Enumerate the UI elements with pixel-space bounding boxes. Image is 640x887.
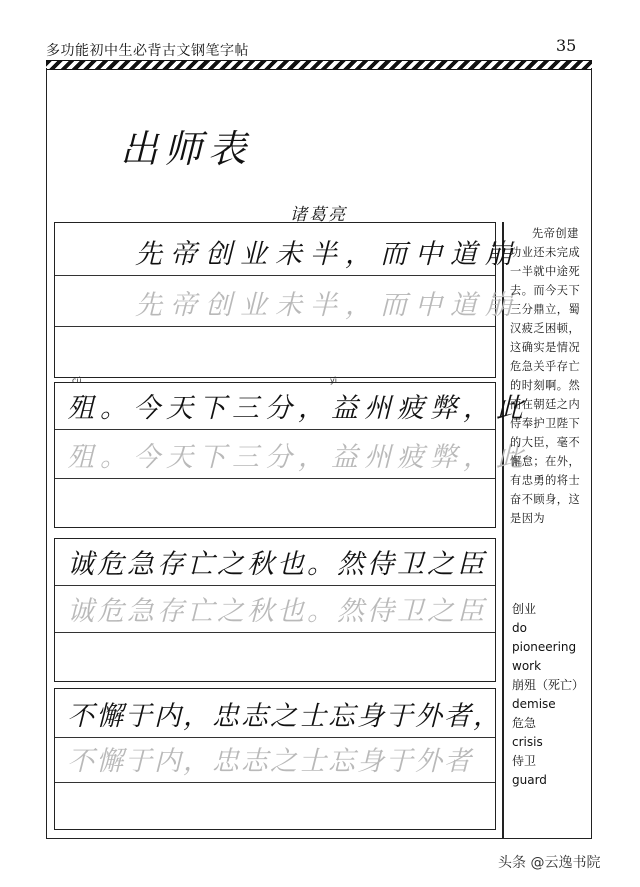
practice-row-trace: [55, 586, 495, 633]
vocab-term: 创业: [512, 602, 537, 616]
row-text-main: 先帝创业未半，而中道崩: [135, 239, 520, 270]
vocab-term: 崩殂（死亡）: [512, 678, 585, 692]
translation-text: 先帝创建功业还未完成一半就中途死去。而今天下三分鼎立，蜀汉疲乏困顿，这确实是情况危急关乎存亡的时刻啊。然而在朝廷之内侍奉护卫陛下的大臣，毫不懈怠；在外，有忠勇的将士奋不顾身，这是因为: [510, 227, 581, 525]
row-text-trace: 不懈于内，忠志之士忘身于外者: [67, 746, 473, 777]
practice-row-trace: [55, 738, 495, 783]
practice-row-blank[interactable]: [55, 479, 495, 527]
practice-row-trace: [55, 276, 520, 327]
vocab-gloss: do pioneering work: [512, 621, 577, 673]
pinyin-yi: yì: [330, 376, 337, 385]
row-text-main: 诚危急存亡之秋也。然侍卫之臣: [67, 549, 487, 580]
page-number: 35: [556, 36, 577, 55]
vocab-term: 危急: [512, 716, 537, 730]
practice-block-4: [54, 688, 502, 830]
vocab-list: [512, 600, 588, 790]
text-author: 诸葛亮: [290, 205, 347, 225]
vocab-gloss: demise: [512, 697, 556, 711]
watermark: 头条 @云逸书院: [498, 855, 601, 871]
practice-row-main: [55, 689, 502, 738]
row-text-trace: 诚危急存亡之秋也。然侍卫之臣: [67, 596, 487, 627]
vocab-term: 侍卫: [512, 754, 537, 768]
practice-block-2: [54, 382, 529, 528]
row-text-main: 殂。今天下三分，益州疲弊，此: [67, 393, 529, 424]
book-title: 多功能初中生必背古文钢笔字帖: [46, 43, 249, 59]
practice-row-blank[interactable]: [55, 327, 495, 377]
pinyin-cu: cú: [72, 376, 82, 385]
practice-row-main: [55, 383, 529, 430]
practice-row-trace: [55, 430, 529, 479]
row-text-trace: 殂。今天下三分，益州疲弊，此: [67, 442, 529, 473]
text-title: 出师表: [120, 127, 253, 171]
practice-row-blank[interactable]: [55, 783, 495, 829]
row-text-trace: 先帝创业未半，而中道崩: [135, 290, 520, 321]
practice-row-main: [55, 539, 495, 586]
practice-row-blank[interactable]: [55, 633, 495, 681]
row-text-main: 不懈于内，忠志之士忘身于外者，: [67, 701, 502, 732]
practice-block-3: [54, 538, 496, 682]
vocab-gloss: crisis: [512, 735, 543, 749]
translation-box: [506, 222, 590, 525]
vocab-gloss: guard: [512, 773, 547, 787]
practice-block-1: [54, 222, 520, 378]
practice-row-main: [55, 223, 520, 276]
